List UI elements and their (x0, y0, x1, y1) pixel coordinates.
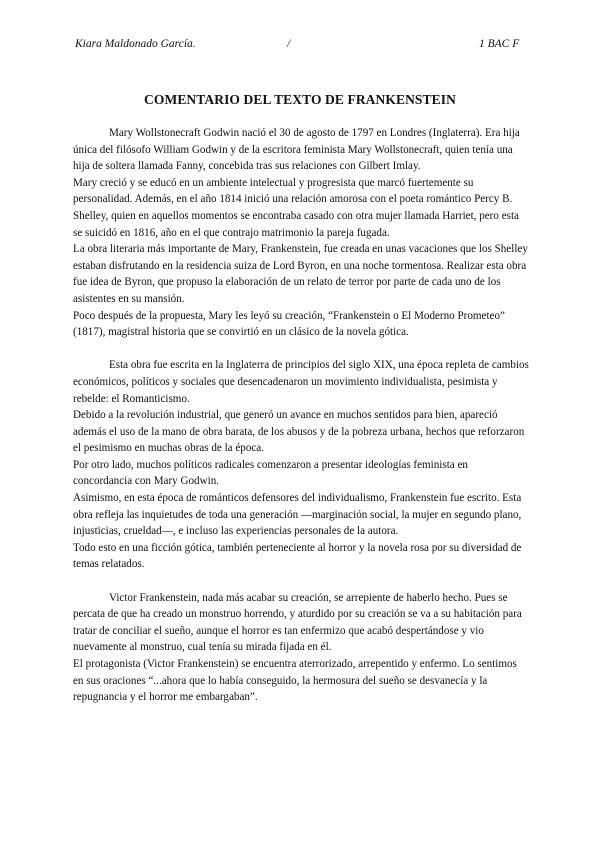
paragraph-context-gothic: Todo esto en una ficción gótica, también perteneciente al horror y la novela rosa por su diversidad de temas relatados. (73, 541, 522, 571)
paragraph-work-origin: La obra literaria más importante de Mary, Frankenstein, fue creada en unas vacaciones que los Shelley estaban disfrutando en la residencia suiza de Lord Byron, en una noche tormentosa. Realizar esta obra fue idea de Byron, que propuso la elaboración de un relato de terror por parte de cada uno de los asistentes en su mansión. (73, 243, 528, 305)
paragraph-context-romanticism: Asimismo, en esta época de románticos defensores del individualismo, Frankenstein fue escrito. Esta obra refleja las inquietudes de toda una generación —marginación social, la mujer en segundo plano, injusticias, crueldad—, e incluso las experiencias personales de la autora. (73, 492, 522, 538)
paragraph-spacer (73, 573, 529, 590)
header-course: 1 BAC F (479, 38, 520, 50)
header-separator: / (287, 38, 291, 50)
header-author: Kiara Maldonado García. (75, 38, 196, 50)
paragraph-context-industrial: Debido a la revolución industrial, que generó un avance en muchos sentidos para bien, apareció además el uso de la mano de obra barata, de los abusos y de la pobreza urbana, hechos que reforzaron el pesimismo en muchas obras de la época. (73, 409, 525, 455)
paragraph-spacer (73, 341, 529, 358)
paragraph-analysis-victor: Victor Frankenstein, nada más acabar su creación, se arrepiente de haberlo hecho. Pues se percata de que ha creado un monstruo horrendo, y aturdido por su creación se va a su habitación para tratar de conciliar el sueño, aunque el horror es tan enfermizo que acabó despertándose y vio nuevamente al monstruo, cual tenía su mirada fijada en él. (73, 591, 522, 654)
paragraph-context-feminism: Por otro lado, muchos políticos radicales comenzaron a presentar ideologías feminista en concordancia con Mary Godwin. (73, 458, 468, 488)
paragraph-analysis-protagonist: El protagonista (Victor Frankenstein) se encuentra aterrorizado, arrepentido y enfermo. Lo sentimos en sus oraciones “...ahora que lo había conseguido, la hermosura del sueño se desvanecía y la repugnancia y el horror me embargaban”. (73, 658, 517, 704)
paragraph-biography-education: Mary creció y se educó en un ambiente intelectual y progresista que marcó fuertemente su personalidad. Además, en el año 1814 inició una relación amorosa con el poeta romántico Percy B. Shelley, quien en aquellos momentos se encontraba casado con otra mujer llamada Harriet, pero esta se suicidó en 1816, año en el que contrajo matrimonio la pareja fugada. (73, 176, 519, 239)
document-title: COMENTARIO DEL TEXTO DE FRANKENSTEIN (144, 92, 456, 107)
paragraph-work-reading: Poco después de la propuesta, Mary les leyó su creación, “Frankenstein o El Moderno Prometeo” (1817), magistral historia que se convirtió en un clásico de la novela gótica. (73, 309, 505, 339)
paragraph-context-intro: Esta obra fue escrita en la Inglaterra de principios del siglo XIX, una época repleta de cambios económicos, políticos y sociales que desencadenaron un movimiento individualista, pesimista y rebelde: el Romanticismo. (73, 359, 529, 405)
paragraph-biography-intro: Mary Wollstonecraft Godwin nació el 30 de agosto de 1797 en Londres (Inglaterra). Era hija única del filósofo William Godwin y de la escritora feminista Mary Wollstonecraft, quien tenía una hija de soltera llamada Fanny, concebida tras sus relaciones con Gilbert Imlay. (73, 127, 520, 173)
document-body (73, 125, 529, 706)
